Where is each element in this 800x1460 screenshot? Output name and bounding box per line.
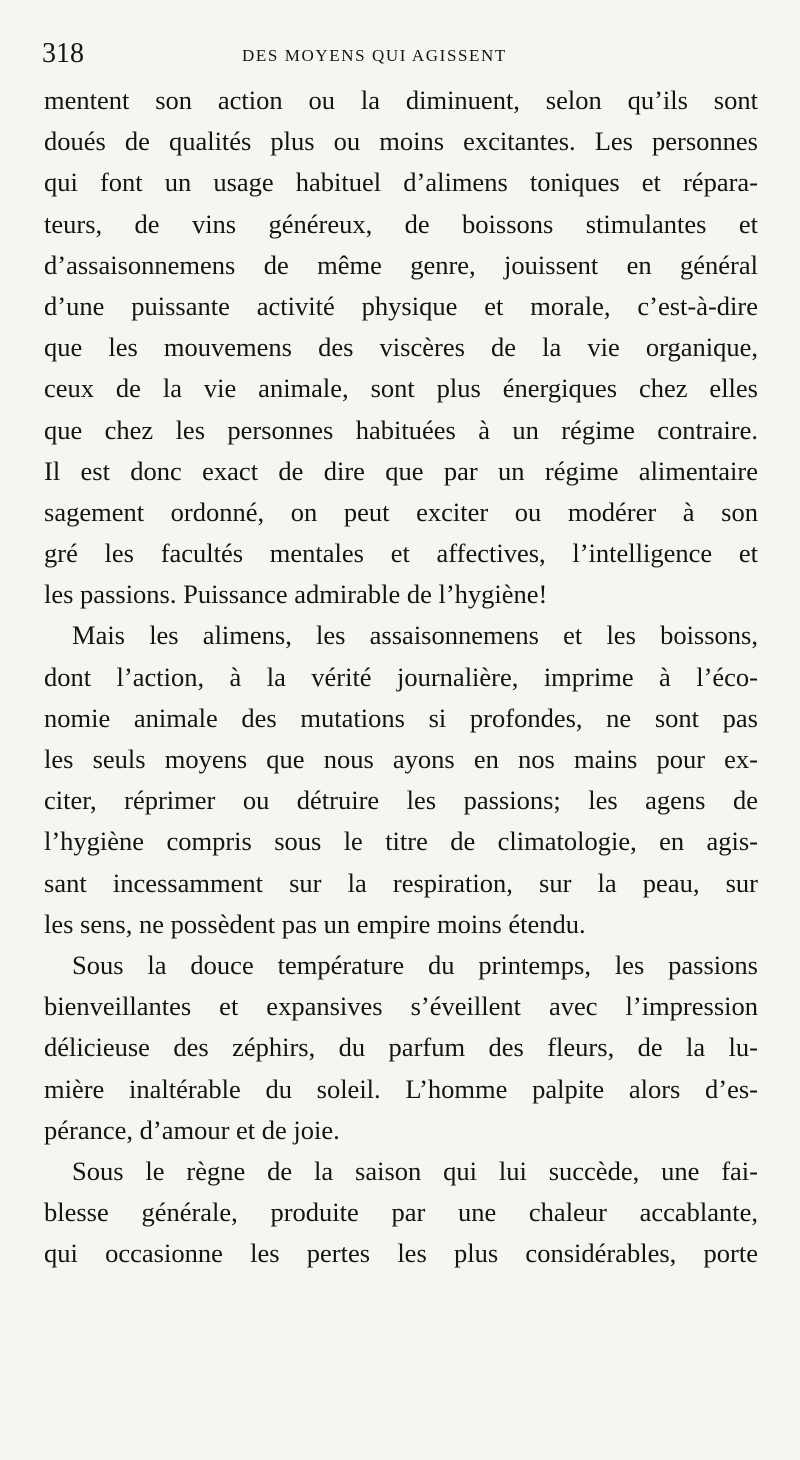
text-line: nomie animale des mutations si profondes, ne sont pas <box>44 702 758 733</box>
text-line: d’une puissante activité physique et morale, c’est-à-dire <box>44 290 758 321</box>
text-line: Mais les alimens, les assaisonnemens et les boissons, <box>72 620 758 651</box>
text-line: teurs, de vins généreux, de boissons stimulantes et <box>44 208 758 239</box>
page-number: 318 <box>42 38 84 69</box>
text-line: délicieuse des zéphirs, du parfum des fleurs, de la lu- <box>44 1032 758 1063</box>
text-line: que chez les personnes habituées à un régime contraire. <box>44 414 758 445</box>
text-line: d’assaisonnemens de même genre, jouissent en général <box>44 249 758 280</box>
text-line: que les mouvemens des viscères de la vie organique, <box>44 332 758 363</box>
text-line: mentent son action ou la diminuent, selon qu’ils sont <box>44 85 758 115</box>
text-line: sant incessamment sur la respiration, sur la peau, sur <box>44 867 758 898</box>
text-line: Il est donc exact de dire que par un régime alimentaire <box>44 455 758 486</box>
page-header <box>40 38 760 74</box>
text-line: pérance, d’amour et de joie. <box>44 1114 340 1145</box>
text-line: dont l’action, à la vérité journalière, imprime à l’éco- <box>44 661 758 692</box>
text-line: mière inaltérable du soleil. L’homme palpite alors d’es- <box>44 1073 758 1104</box>
text-line: qui occasionne les pertes les plus considérables, porte <box>44 1238 758 1269</box>
text-line: les sens, ne possèdent pas un empire moins étendu. <box>44 908 586 939</box>
body-text <box>44 80 758 1274</box>
text-line: les seuls moyens que nous ayons en nos mains pour ex- <box>44 744 758 774</box>
text-line: gré les facultés mentales et affectives, l’intelligence et <box>44 538 758 569</box>
running-head: DES MOYENS QUI AGISSENT <box>242 46 507 65</box>
text-line: l’hygiène compris sous le titre de climatologie, en agis- <box>44 826 758 857</box>
text-line: ceux de la vie animale, sont plus énergiques chez elles <box>44 373 758 404</box>
text-line: bienveillantes et expansives s’éveillent avec l’impression <box>44 991 758 1022</box>
text-line: citer, réprimer ou détruire les passions; les agens de <box>44 785 758 816</box>
text-line: doués de qualités plus ou moins excitantes. Les personnes <box>44 126 758 157</box>
text-line: Sous la douce température du printemps, les passions <box>72 949 758 980</box>
text-line: les passions. Puissance admirable de l’hygiène! <box>44 579 548 610</box>
text-line: Sous le règne de la saison qui lui succède, une fai- <box>72 1155 758 1186</box>
text-line: qui font un usage habituel d’alimens toniques et répara- <box>44 167 758 198</box>
text-line: blesse générale, produite par une chaleur accablante, <box>44 1197 758 1228</box>
text-line: sagement ordonné, on peut exciter ou modérer à son <box>44 496 758 527</box>
